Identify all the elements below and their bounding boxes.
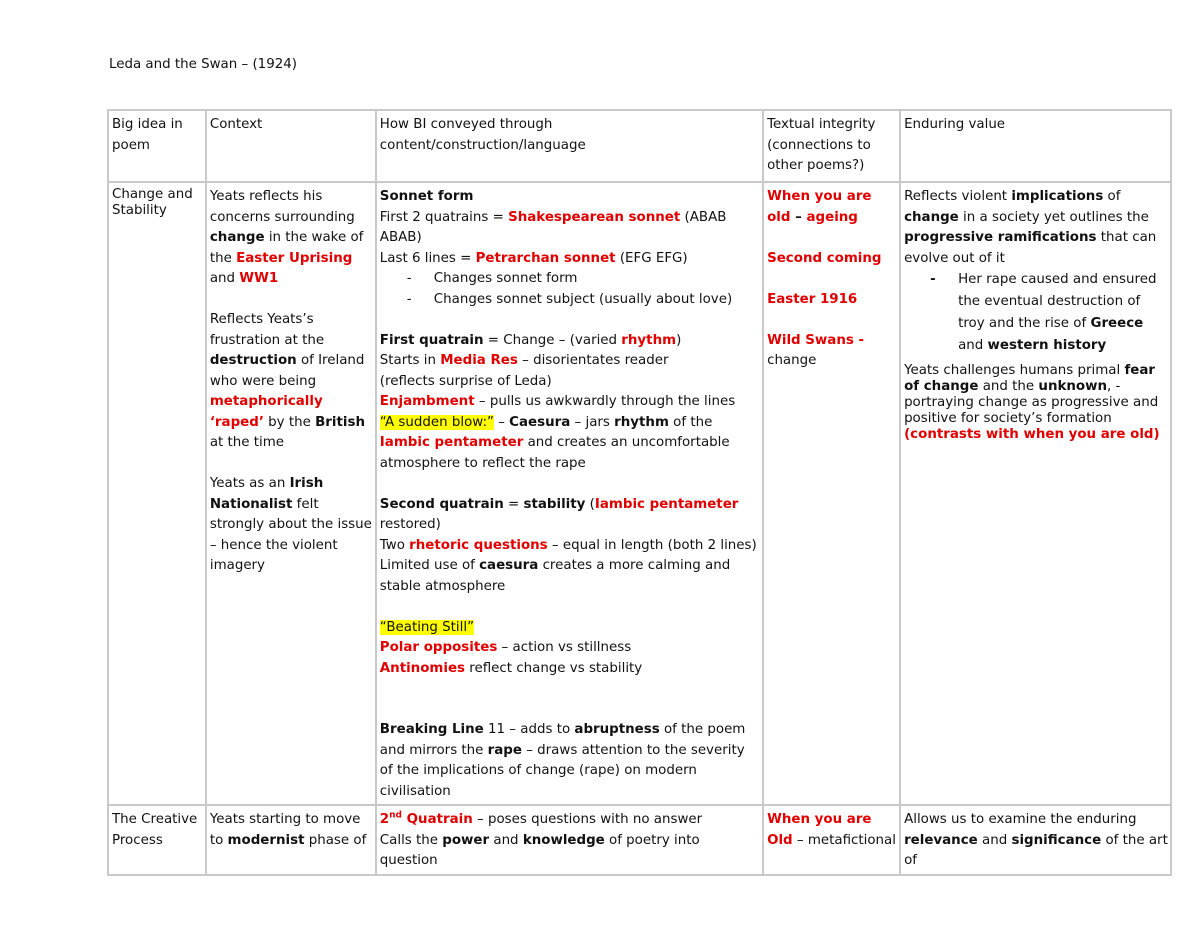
- text: Reflects Yeats’s frustration at the: [209, 312, 325, 348]
- text: rhythm: [621, 332, 677, 348]
- text: (ABAB ABAB): [379, 209, 727, 245]
- text: – disorientates reader: [517, 353, 669, 368]
- text: – equal in length (both 2 lines): [547, 537, 757, 553]
- context-paragraph: [210, 187, 373, 290]
- connection-item: [767, 810, 897, 851]
- text: and: [977, 832, 1012, 848]
- connection-item: Wild Swans -: [767, 332, 865, 348]
- connection-item: change: [767, 353, 817, 368]
- cell-context: [206, 182, 376, 805]
- header-textual-integrity: Textual integrity (connections to other poems?): [763, 110, 900, 182]
- how-line: [380, 810, 760, 831]
- text: reflect change vs stability: [465, 660, 643, 676]
- spacer: [380, 597, 760, 618]
- header-context: Context: [206, 110, 376, 182]
- text: phase of: [304, 832, 367, 848]
- spacer: [210, 454, 373, 475]
- text: = Change – (varied: [483, 332, 622, 348]
- text: When you are old: [767, 189, 872, 225]
- table-header-row: [108, 110, 1171, 182]
- how-line: [380, 413, 760, 475]
- table-row: [108, 182, 1171, 805]
- cell-context: [206, 805, 376, 875]
- text: Starts in: [379, 353, 441, 368]
- how-line: [380, 208, 760, 249]
- spacer: [767, 310, 897, 331]
- cell-textual-integrity: [763, 805, 900, 875]
- text: –: [790, 209, 807, 225]
- how-line: [380, 720, 760, 802]
- text: of: [1103, 189, 1121, 204]
- how-line: (reflects surprise of Leda): [379, 373, 552, 389]
- text: – pulls us awkwardly through the lines: [474, 394, 736, 409]
- text: Calls the: [379, 832, 443, 848]
- text: restored): [379, 517, 441, 532]
- cell-big-idea: [108, 805, 206, 875]
- text: Second quatrain: [379, 496, 504, 512]
- text: fear of change: [904, 363, 1156, 394]
- text: Irish Nationalist: [209, 476, 324, 512]
- highlighted-quote: “A sudden blow:”: [379, 414, 494, 430]
- text: at the time: [209, 435, 285, 450]
- text: and creates an uncomfortable atmosphere to reflect the rape: [379, 435, 730, 471]
- text: Limited use of: [379, 558, 480, 573]
- connection-item: [767, 187, 897, 228]
- text: Shakespearean sonnet: [508, 209, 681, 225]
- text: –: [493, 414, 510, 430]
- cell-how-conveyed: [376, 805, 763, 875]
- text: Last 6 lines =: [379, 250, 476, 266]
- text: metaphorically ‘raped’: [209, 394, 323, 430]
- how-line: [380, 831, 760, 872]
- list-item: [904, 269, 1168, 357]
- sonnet-form-heading: Sonnet form: [379, 189, 474, 204]
- list-item: [380, 269, 760, 290]
- text: Yeats starting to move to: [209, 812, 361, 848]
- text: Yeats challenges humans primal: [904, 363, 1125, 378]
- dash-bullet: -: [406, 291, 412, 307]
- dash-bullet: -: [930, 272, 936, 287]
- enduring-contrast: (contrasts with when you are old): [904, 427, 1160, 442]
- text: Polar opposites: [379, 640, 498, 655]
- text: Greece: [1090, 316, 1144, 331]
- text: Antinomies: [379, 660, 466, 676]
- text: (EFG EFG): [615, 250, 688, 266]
- text: implications: [1011, 189, 1104, 204]
- text: ageing: [806, 209, 858, 225]
- text: Caesura: [509, 414, 571, 430]
- context-paragraph: [210, 474, 373, 577]
- spacer: [380, 679, 760, 720]
- how-line: [380, 249, 760, 270]
- how-line: [380, 556, 760, 597]
- cell-enduring-value: [900, 805, 1171, 875]
- text: of Ireland who were being: [209, 353, 365, 389]
- text: – poses questions with no answer: [472, 812, 703, 827]
- enduring-paragraph: [904, 363, 1168, 427]
- text: Yeats as an: [209, 476, 290, 491]
- spacer: [380, 310, 760, 331]
- how-line: [380, 495, 760, 536]
- enduring-paragraph: [904, 810, 1168, 872]
- text: Breaking Line: [379, 722, 484, 737]
- text: stability: [523, 496, 586, 512]
- text: creates a more calming and stable atmosphere: [379, 558, 731, 594]
- analysis-table: [107, 109, 1172, 876]
- text: in a society yet outlines the: [958, 209, 1149, 225]
- cell-textual-integrity: [763, 182, 900, 805]
- text: knowledge: [522, 832, 605, 848]
- spacer: [380, 474, 760, 495]
- text: felt strongly about the issue – hence the violent imagery: [209, 496, 372, 573]
- text: 2: [379, 812, 390, 827]
- text: When you are Old: [767, 812, 872, 848]
- text: significance: [1011, 832, 1102, 848]
- text: modernist: [227, 832, 305, 848]
- text: Two: [379, 537, 410, 553]
- text: rhythm: [614, 414, 669, 430]
- text: Yeats reflects his concerns surrounding: [209, 189, 355, 225]
- how-line: [380, 638, 760, 659]
- dash-bullet: -: [406, 271, 412, 286]
- text: Allows us to examine the enduring: [904, 812, 1137, 827]
- text: Quatrain: [401, 812, 473, 827]
- text: – draws attention to the severity of the implications of change (rape) on modern civilisation: [379, 742, 745, 799]
- highlighted-quote: “Beating Still”: [379, 619, 475, 635]
- list-item: [380, 290, 760, 311]
- connection-item: Second coming: [767, 250, 882, 266]
- text: 11 – adds to: [483, 722, 575, 737]
- text: change: [904, 209, 959, 225]
- text: destruction: [209, 353, 297, 368]
- cell-enduring-value: [900, 182, 1171, 805]
- text: WW1: [239, 271, 279, 286]
- text: in the wake of the: [209, 230, 364, 266]
- text: First 2 quatrains =: [379, 209, 509, 225]
- text: and: [958, 338, 988, 353]
- text: , - portraying change as progressive and positive for society’s formation: [904, 379, 1159, 426]
- text: – jars: [570, 414, 615, 430]
- how-line: [380, 536, 760, 557]
- how-line: [380, 392, 760, 413]
- text: of the poem and mirrors the: [379, 722, 746, 758]
- text: abruptness: [574, 722, 660, 737]
- text: relevance: [904, 832, 978, 848]
- table-row: [108, 805, 1171, 875]
- text: Iambic pentameter: [379, 435, 524, 450]
- how-line: [380, 351, 760, 372]
- text: of the art of: [904, 832, 1168, 868]
- text: change: [209, 230, 265, 245]
- cell-how-conveyed: [376, 182, 763, 805]
- text: Iambic pentameter: [594, 496, 739, 512]
- enduring-paragraph: [904, 187, 1168, 269]
- how-line: [380, 331, 760, 352]
- header-enduring-value: Enduring value: [900, 110, 1171, 182]
- cell-big-idea: [108, 182, 206, 805]
- text: First quatrain: [379, 332, 484, 348]
- text: Easter Uprising: [236, 250, 353, 266]
- text: nd: [389, 810, 402, 821]
- text: and the: [978, 379, 1039, 394]
- document-title: Leda and the Swan – (1924): [109, 57, 297, 72]
- text: Reflects violent: [904, 189, 1012, 204]
- text: Her rape caused and ensured the eventual destruction of troy and the rise of: [958, 272, 1157, 331]
- text: of the: [668, 414, 713, 430]
- connection-item: Easter 1916: [767, 291, 858, 307]
- text: of poetry into question: [379, 832, 700, 868]
- text: and: [209, 271, 240, 286]
- text: and: [489, 832, 523, 848]
- spacer: [767, 269, 897, 290]
- text: that can evolve out of it: [904, 230, 1157, 266]
- how-line: [380, 618, 760, 639]
- text: unknown: [1038, 379, 1108, 394]
- text: Media Res: [440, 353, 518, 368]
- text: Changes sonnet form: [433, 271, 578, 286]
- text: Petrarchan sonnet: [475, 250, 616, 266]
- big-idea-text: Change and Stability: [112, 187, 193, 218]
- header-big-idea: Big idea in poem: [108, 110, 206, 182]
- text: British: [315, 414, 365, 430]
- text: rhetoric questions: [409, 537, 548, 553]
- text: caesura: [479, 558, 539, 573]
- big-idea-text: The Creative Process: [112, 812, 198, 848]
- text: western history: [987, 338, 1107, 353]
- text: by the: [263, 414, 316, 430]
- spacer: [210, 290, 373, 311]
- text: progressive ramifications: [904, 230, 1097, 245]
- text: – metafictional: [792, 832, 896, 848]
- context-paragraph: [210, 810, 373, 851]
- header-how: How BI conveyed through content/construction/language: [376, 110, 763, 182]
- spacer: [767, 228, 897, 249]
- text: rape: [487, 742, 522, 758]
- context-paragraph: [210, 310, 373, 454]
- text: power: [442, 832, 490, 848]
- text: ): [676, 332, 682, 348]
- text: (: [585, 496, 595, 512]
- text: – action vs stillness: [497, 640, 632, 655]
- text: Enjambment: [379, 394, 475, 409]
- text: Changes sonnet subject (usually about love): [433, 291, 733, 307]
- how-line: [380, 659, 760, 680]
- text: =: [503, 496, 524, 512]
